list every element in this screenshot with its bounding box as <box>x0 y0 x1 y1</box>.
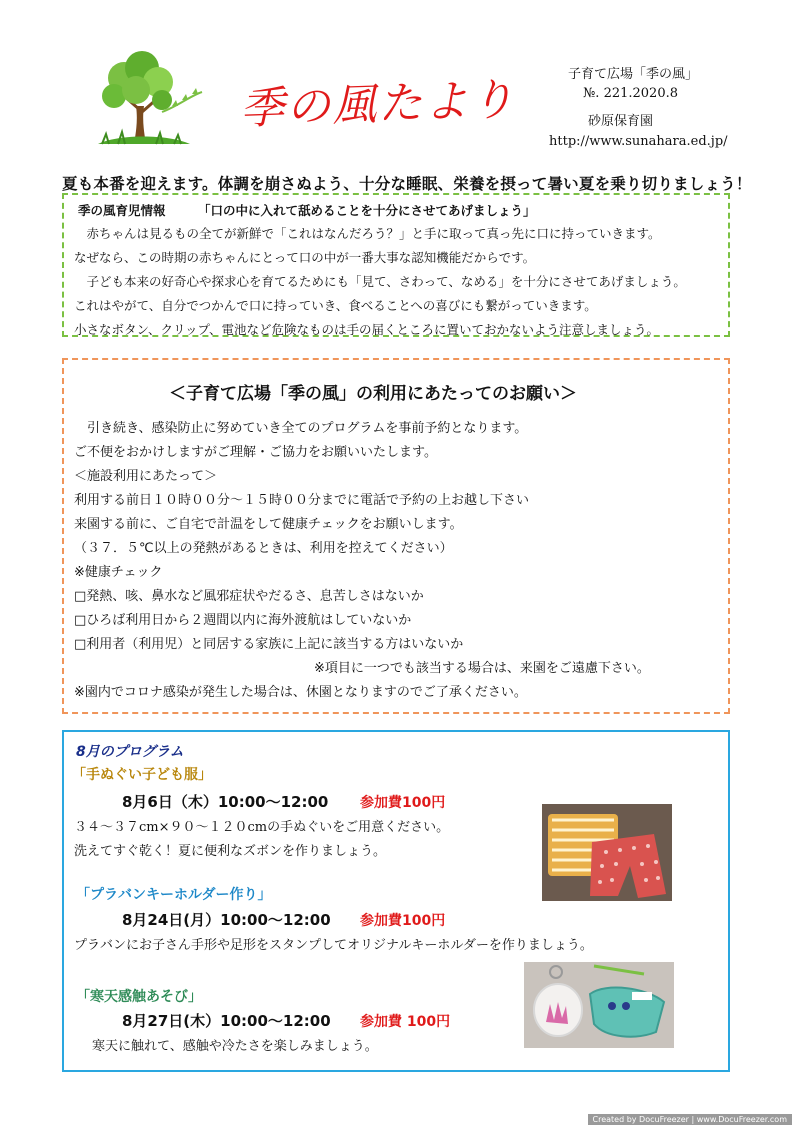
program-date: 8月24日(月）10:00～12:00 <box>122 911 331 929</box>
info-line: 子ども本来の好奇心や探求心を育てるためにも「見て、さわって、なめる」を十分にさせてあげましょう。 <box>74 274 686 289</box>
program-title: 「プラバンキーホルダー作り」 <box>76 887 272 903</box>
notice-line: ＜施設利用にあたって＞ <box>74 469 218 484</box>
program-date: 8月27日(木）10:00～12:00 <box>122 1012 331 1030</box>
notice-line: ※健康チェック <box>74 565 163 580</box>
info-line: 小さなボタン、クリップ、電池など危険なものは手の届くところに置いておかないよう注意しましょう。 <box>74 322 660 337</box>
program-desc: 寒天に触れて、感触や冷たさを楽しみましょう。 <box>92 1039 378 1054</box>
usage-notice-box <box>62 358 730 714</box>
footer-watermark: Created by DocuFreezer | www.DocuFreezer.com <box>588 1114 793 1125</box>
notice-line: ※項目に一つでも該当する場合は、来園をご遠慮下さい。 <box>314 661 650 676</box>
intro-message: 夏も本番を迎えます。体調を崩さぬよう、十分な睡眠、栄養を摂って暑い夏を乗り切りましょう！ <box>62 175 752 193</box>
notice-heading: ＜子育て広場「季の風」の利用にあたってのお願い＞ <box>169 384 577 404</box>
program-heading: 8月のプログラム <box>76 744 184 760</box>
tenugui-pants-photo <box>542 804 672 901</box>
website-link[interactable]: http://www.sunahara.ed.jp/ <box>549 134 728 149</box>
keychain-photo <box>524 962 674 1048</box>
program-title: 「手ぬぐい子ども服」 <box>72 767 212 783</box>
program-desc: ３４～３７cm×９０～１２０cmの手ぬぐいをご用意ください。 <box>74 820 450 835</box>
program-fee: 参加費 100円 <box>360 1014 451 1030</box>
program-desc: プラバンにお子さん手形や足形をスタンプしてオリジナルキーホルダーを作りましょう。 <box>74 938 593 953</box>
program-desc: 洗えてすぐ乾く！夏に便利なズボンを作りましょう。 <box>74 844 387 859</box>
program-fee: 参加費100円 <box>360 913 446 929</box>
tree-logo-icon <box>78 48 206 150</box>
program-fee: 参加費100円 <box>360 795 446 811</box>
info-line: 赤ちゃんは見るもの全てが新鮮で「これはなんだろう？」と手に取って真っ先に口に持っていきます。 <box>74 226 661 241</box>
info-line: これはやがて、自分でつかんで口に持っていき、食べることへの喜びにも繋がっていきます。 <box>74 298 597 313</box>
org-name: 子育て広場「季の風」 <box>568 67 699 82</box>
issue-number: №. 221.2020.8 <box>583 86 678 101</box>
info-heading: 「口の中に入れて舐めることを十分にさせてあげましょう」 <box>198 203 536 218</box>
parenting-info-box <box>62 193 730 337</box>
notice-line: □発熱、咳、鼻水など風邪症状やだるさ、息苦しさはないか <box>74 589 424 604</box>
program-title: 「寒天感触あそび」 <box>76 989 202 1005</box>
notice-line: ご不便をおかけしますがご理解・ご協力をお願いいたします。 <box>74 445 437 460</box>
notice-line: □利用者（利用児）と同居する家族に上記に該当する方はいないか <box>74 637 464 652</box>
newsletter-title: 季の風たより <box>239 74 517 135</box>
notice-line: 来園する前に、ご自宅で計温をして健康チェックをお願いします。 <box>74 517 463 532</box>
notice-line: □ひろば利用日から２週間以内に海外渡航はしていないか <box>74 613 412 628</box>
school-name: 砂原保育園 <box>588 114 654 129</box>
notice-line: （３７．５℃以上の発熱があるときは、利用を控えてください） <box>74 541 453 556</box>
program-date: 8月6日（木）10:00～12:00 <box>122 793 329 811</box>
notice-line: 引き続き、感染防止に努めていき全てのプログラムを事前予約となります。 <box>74 421 528 436</box>
info-label: 季の風育児情報 <box>78 203 166 218</box>
notice-line: 利用する前日１０時００分～１５時００分までに電話で予約の上お越し下さい <box>74 493 530 508</box>
info-line: なぜなら、この時期の赤ちゃんにとって口の中が一番大事な認知機能だからです。 <box>74 250 536 265</box>
notice-line: ※園内でコロナ感染が発生した場合は、休園となりますのでご了承ください。 <box>74 685 527 700</box>
